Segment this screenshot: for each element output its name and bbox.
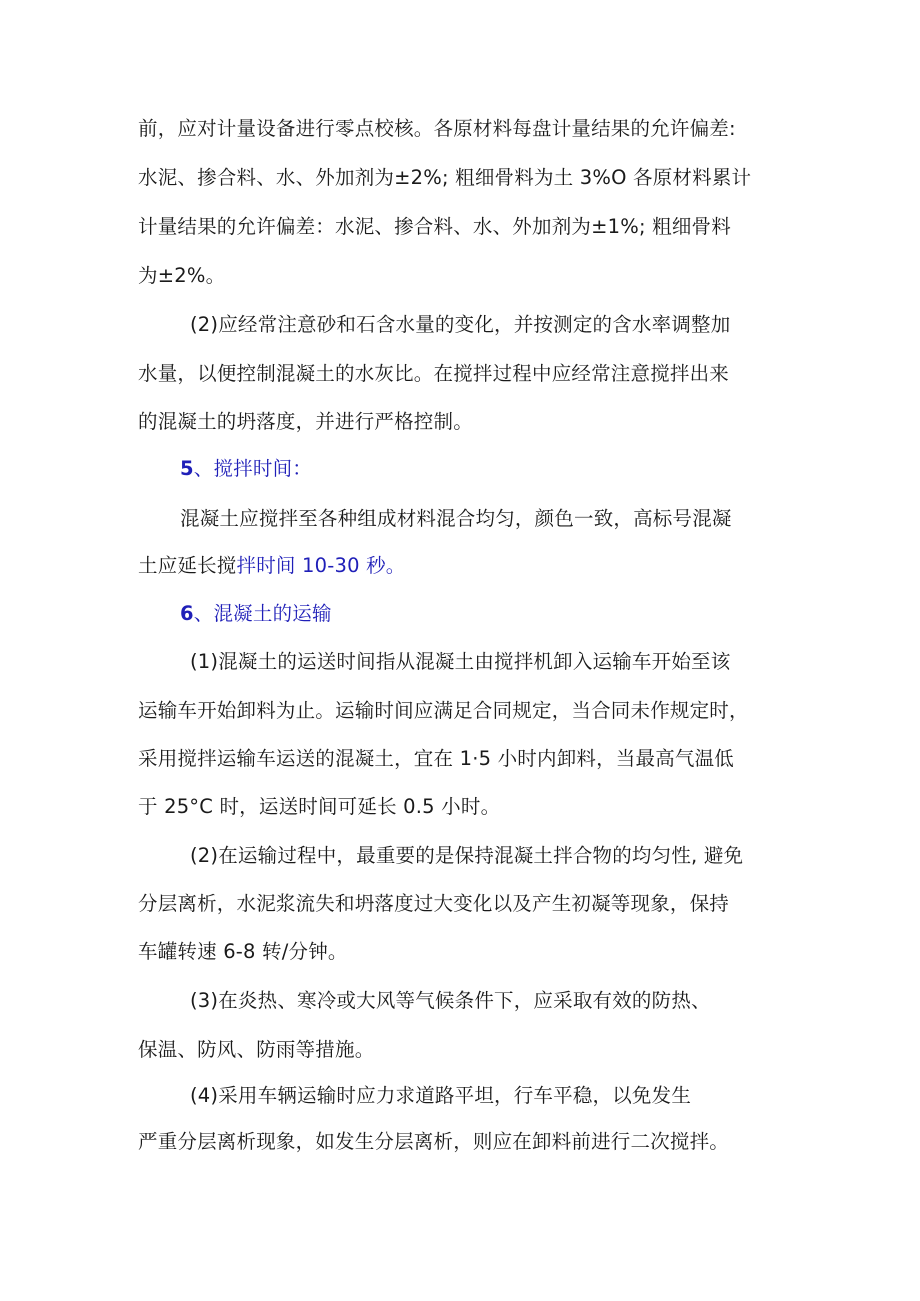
paragraph-line: 采用搅拌运输车运送的混凝土，宜在 1·5 小时内卸料，当最高气温低 (138, 747, 735, 770)
paragraph-line: 为±2%。 (138, 264, 226, 287)
paragraph-line: 于 25°C 时，运送时间可延长 0.5 小时。 (138, 795, 501, 818)
paragraph-line: 计量结果的允许偏差：水泥、掺合料、水、外加剂为±1%; 粗细骨料 (138, 215, 731, 238)
paragraph-line: 前，应对计量设备进行零点校核。各原材料每盘计量结果的允许偏差: (138, 117, 736, 140)
paragraph-line: (4)采用车辆运输时应力求道路平坦，行车平稳，以免发生 (190, 1084, 692, 1107)
paragraph-line: 运输车开始卸料为止。运输时间应满足合同规定，当合同未作规定时， (138, 699, 749, 722)
paragraph-line: (2)在运输过程中，最重要的是保持混凝土拌合物的均匀性, 避免 (190, 844, 744, 867)
paragraph-line: 保温、防风、防雨等措施。 (138, 1038, 375, 1061)
paragraph-line (138, 552, 405, 580)
heading-text: 、混凝土的运输 (193, 602, 332, 625)
paragraph-line: 分层离析，水泥浆流失和坍落度过大变化以及产生初凝等现象，保持 (138, 892, 730, 915)
heading-number: 6 (180, 602, 194, 625)
paragraph-line: 车罐转速 6-8 转/分钟。 (138, 940, 348, 963)
paragraph-line: (3)在炎热、寒冷或大风等气候条件下，应采取有效的防热、 (190, 989, 711, 1012)
paragraph-line: 水量，以便控制混凝土的水灰比。在搅拌过程中应经常注意搅拌出来 (138, 362, 730, 385)
paragraph-line: 水泥、掺合料、水、外加剂为±2%; 粗细骨料为土 3%O 各原材料累计 (138, 166, 752, 189)
section-heading-5 (180, 455, 312, 483)
heading-text: 、搅拌时间： (193, 457, 312, 480)
section-heading-6 (180, 600, 332, 628)
paragraph-line: 混凝土应搅拌至各种组成材料混合均匀，颜色一致，高标号混凝 (180, 507, 732, 530)
paragraph-line: (2)应经常注意砂和石含水量的变化，并按测定的含水率调整加 (190, 313, 731, 336)
paragraph-line: (1)混凝土的运送时间指从混凝土由搅拌机卸入运输车开始至该 (190, 650, 731, 673)
line-text-highlight: 拌时间 10-30 秒。 (236, 554, 406, 577)
heading-number: 5 (180, 457, 194, 480)
paragraph-line: 的混凝土的坍落度，并进行严格控制。 (138, 410, 473, 433)
paragraph-line: 严重分层离析现象，如发生分层离析，则应在卸料前进行二次搅拌。 (138, 1130, 730, 1153)
line-text: 土应延长搅 (138, 554, 237, 577)
